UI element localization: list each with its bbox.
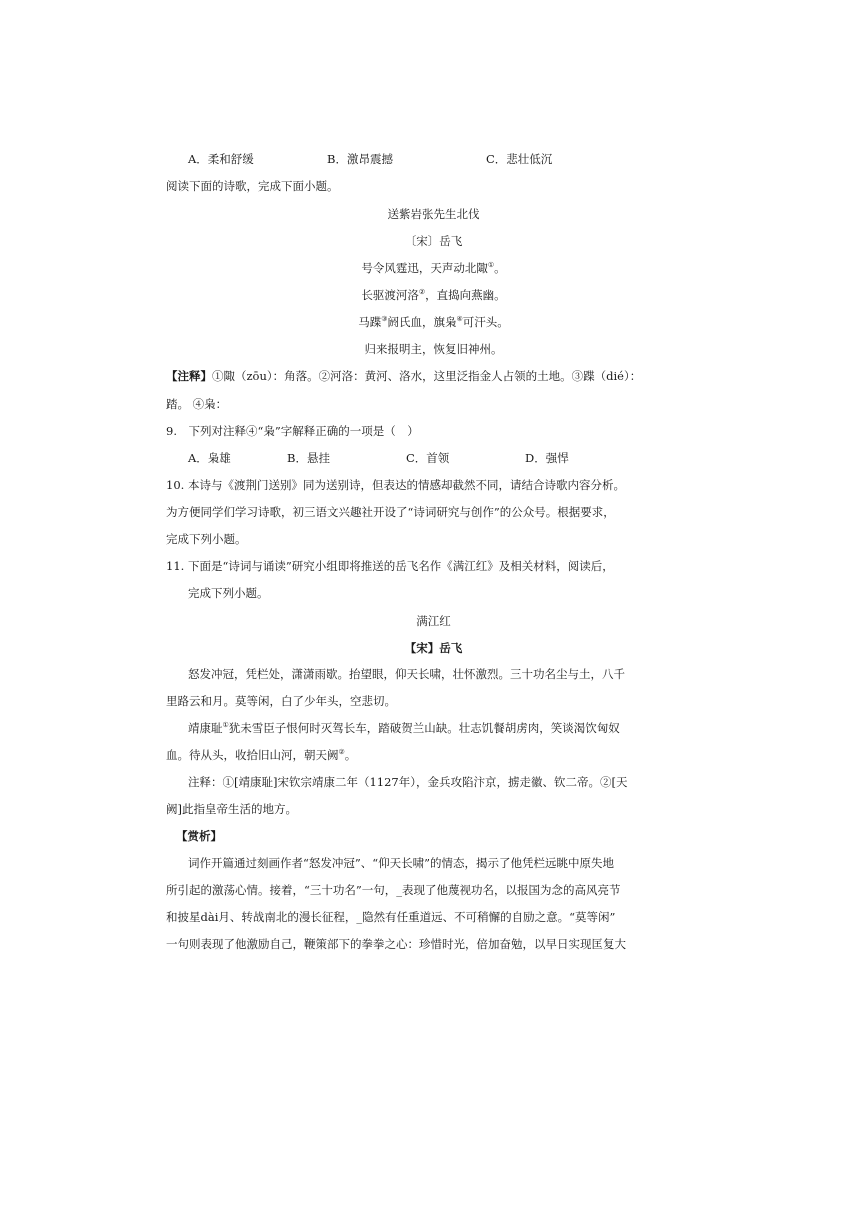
poem1-line-1: 号令风霆迅，天声动北陬①。 <box>361 261 506 275</box>
q11-line-2: 完成下列小题。 <box>188 586 269 600</box>
poem2-p1-line-1: 怒发冲冠，凭栏处，潇潇雨歇。抬望眼，仰天长啸，壮怀激烈。三十功名尘与土，八千 <box>188 667 625 681</box>
appreciation-line-1: 词作开篇通过刻画作者“怒发冲冠”、“仰天长啸”的情态，揭示了他凭栏远眺中原失地 <box>188 856 615 870</box>
q9-stem: 9. 下列对注释④“枭”字解释正确的一项是（ ） <box>166 424 419 438</box>
poem1-author: 〔宋〕岳飞 <box>404 234 463 248</box>
option-a: A．柔和舒缓 <box>188 152 254 166</box>
notes2-line-1: 注释：①[靖康耻]宋钦宗靖康二年（1127年），金兵攻陷汴京，掳走徽、钦二帝。②[天 <box>188 775 628 789</box>
q10-line-2: 为方便同学们学习诗歌，初三语文兴趣社开设了“诗词研究与创作”的公众号。根据要求， <box>166 505 615 519</box>
q9-option-c: C．首领 <box>406 451 450 465</box>
notes1-line-1: 【注释】①陬（zōu）：角落。②河洛：黄河、洛水，这里泛指金人占领的土地。③蹀（dié）： <box>166 369 642 383</box>
poem2-p2-line-1: 靖康耻①犹未雪臣子恨何时灭驾长车，踏破贺兰山缺。壮志饥餐胡虏肉，笑谈渴饮匈奴 <box>188 721 620 735</box>
poem2-author: 【宋】岳飞 <box>404 641 463 655</box>
poem1-line-3: 马蹀③阏氏血，旗枭④可汗头。 <box>358 315 509 329</box>
poem-instruction: 阅读下面的诗歌，完成下面小题。 <box>166 179 339 193</box>
notes2-line-2: 阙]此指皇帝生活的地方。 <box>166 802 297 816</box>
option-b: B．激昂震撼 <box>327 152 393 166</box>
poem1-line-2: 长驱渡河洛②，直捣向燕幽。 <box>361 288 506 302</box>
poem2-p2-line-2: 血。待从头，收拾旧山河，朝天阙②。 <box>166 748 357 762</box>
q10-line-1: 10. 本诗与《渡荆门送别》同为送别诗，但表达的情感却截然不同，请结合诗歌内容分析。 <box>166 478 625 492</box>
poem2-p1-line-2: 里路云和月。莫等闲，白了少年头，空悲切。 <box>166 694 396 708</box>
poem2-title: 满江红 <box>416 614 451 628</box>
notes1-line-2: 踏。 ④枭： <box>166 397 228 411</box>
poem1-title: 送紫岩张先生北伐 <box>387 207 480 221</box>
appreciation-line-3: 和披星dài月、转战南北的漫长征程，_隐然有任重道远、不可稍懈的自励之意。“莫等闲” <box>166 910 616 924</box>
appreciation-line-4: 一句则表现了他激励自己，鞭策部下的拳拳之心：珍惜时光，倍加奋勉，以早日实现匡复大 <box>166 937 626 951</box>
q9-option-a: A．枭雄 <box>188 451 231 465</box>
q9-option-b: B．悬挂 <box>287 451 330 465</box>
poem1-line-4: 归来报明主，恢复旧神州。 <box>364 342 503 356</box>
q11-line-1: 11. 下面是“诗词与诵读”研究小组即将推送的岳飞名作《满江红》及相关材料，阅读后， <box>166 559 614 573</box>
option-c: C．悲壮低沉 <box>486 152 553 166</box>
appreciation-label: 【赏析】 <box>176 829 222 843</box>
notes1-label: 【注释】 <box>166 369 212 383</box>
appreciation-line-2: 所引起的激荡心情。接着，“三十功名”一句，_表现了他蔑视功名，以报国为念的高风亮节 <box>166 883 621 897</box>
q10-line-3: 完成下列小题。 <box>166 532 247 546</box>
q9-option-d: D．强悍 <box>525 451 569 465</box>
